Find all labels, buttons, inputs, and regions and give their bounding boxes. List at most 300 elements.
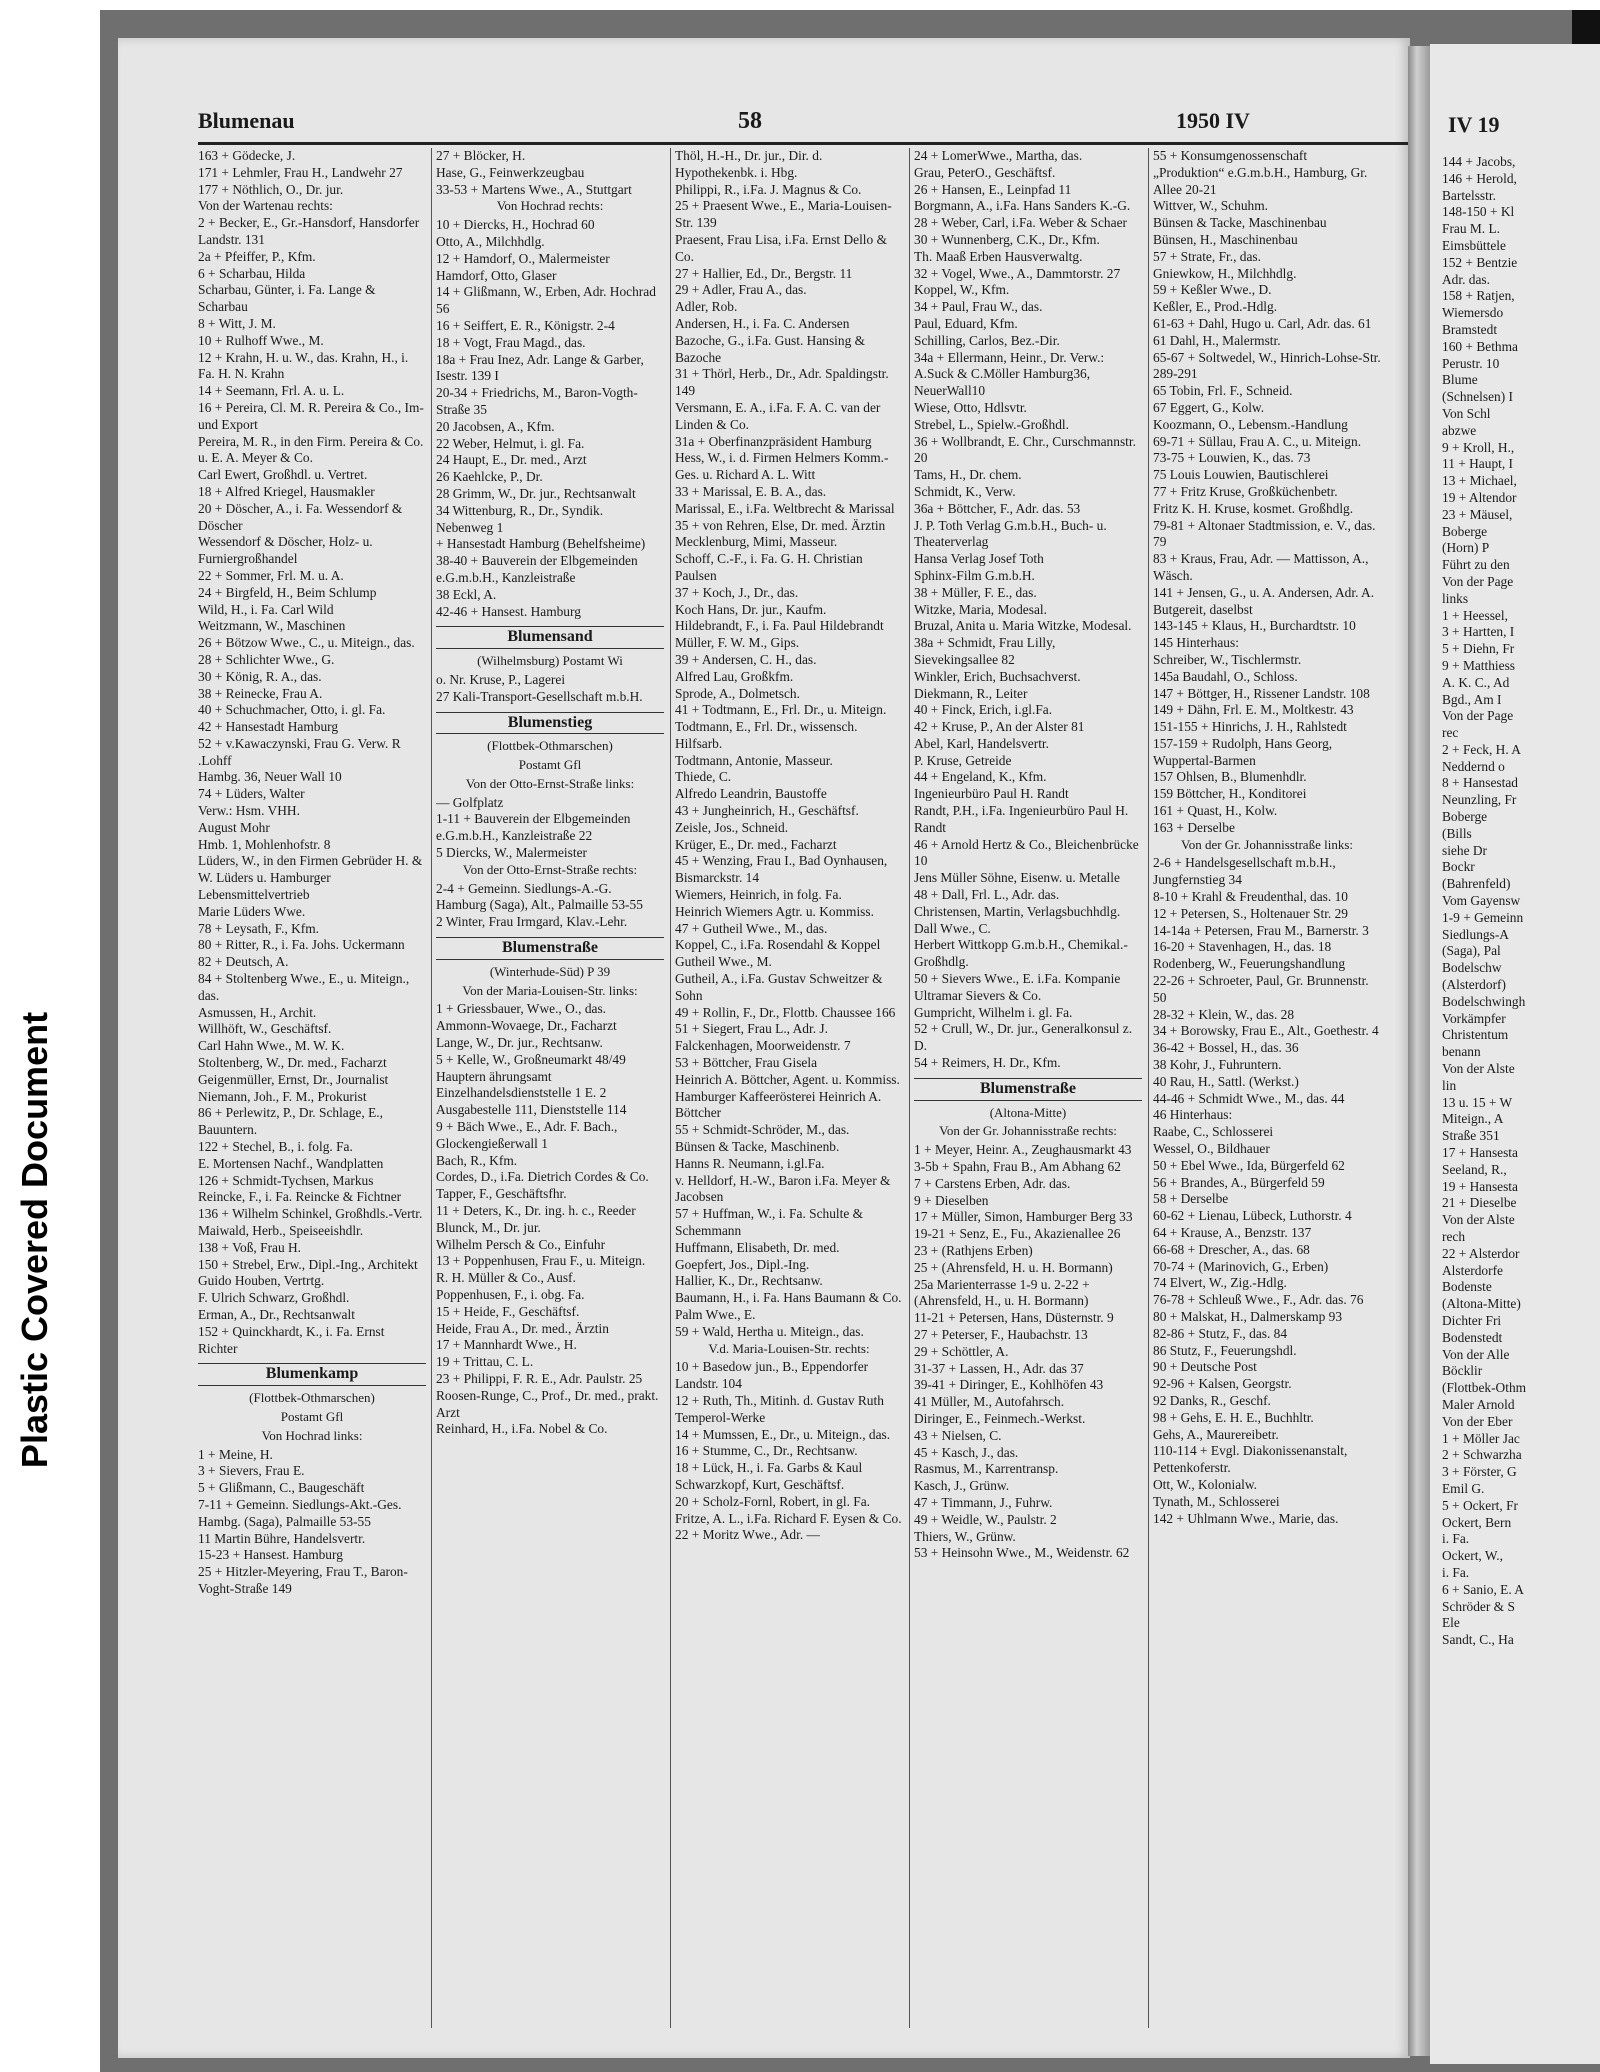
right-page-line: Bodelschwingh: [1442, 993, 1526, 1009]
directory-entry: Raabe, C., Schlosserei: [1153, 1124, 1274, 1140]
directory-entry: 8 + Witt, J. M.: [198, 315, 276, 331]
right-page-line: lin: [1442, 1077, 1457, 1093]
directory-entry: 2-4 + Gemeinn. Siedlungs-A.-G. Hamburg (Saga), Alt., Palmaille 53-55: [436, 880, 643, 913]
directory-entry: 45 + Wenzing, Frau I., Bad Oynhausen, Bismarckstr. 14: [675, 853, 888, 886]
directory-entry: 36-42 + Bossel, H., das. 36: [1153, 1040, 1299, 1056]
directory-entry: 22 + Moritz Wwe., Adr. —: [675, 1527, 820, 1543]
directory-entry: Nebenweg 1: [436, 519, 504, 535]
directory-entry: 110-114 + Evgl. Diakonissenanstalt, Pettenkoferstr.: [1153, 1443, 1348, 1476]
directory-entry: Verw.: Hsm. VHH.: [198, 803, 300, 819]
directory-entry: 147 + Böttger, H., Rissener Landstr. 108: [1153, 685, 1370, 701]
directory-entry: 145a Baudahl, O., Schloss.: [1153, 668, 1298, 684]
directory-entry: 35 + von Rehren, Else, Dr. med. Ärztin: [675, 517, 886, 533]
directory-entry: 34 + Paul, Frau W., das.: [914, 299, 1043, 315]
right-page-line: Von der Page: [1442, 708, 1514, 724]
directory-entry: Blunck, M., Dr. jur.: [436, 1219, 541, 1235]
directory-entry: Tapper, F., Geschäftsfhr.: [436, 1186, 567, 1202]
directory-entry: Randt, P.H., i.Fa. Ingenieurbüro Paul H. Randt: [914, 803, 1129, 835]
directory-entry: 50 + Sievers Wwe., E. i.Fa. Kompanie Ultramar Sievers & Co.: [914, 971, 1121, 1003]
right-page-line: (Bahrenfeld): [1442, 876, 1511, 892]
directory-entry: Diringer, E., Feinmech.-Werkst.: [914, 1410, 1086, 1426]
directory-entry: 17 + Müller, Simon, Hamburger Berg 33: [914, 1209, 1133, 1225]
directory-entry: o. Nr. Kruse, P., Lagerei: [436, 671, 566, 687]
directory-entry: Ammonn-Wovaege, Dr., Facharzt: [436, 1018, 617, 1034]
directory-entry: Koch Hans, Dr. jur., Kaufm.: [675, 601, 827, 617]
directory-entry: Krüger, E., Dr. med., Facharzt: [675, 836, 837, 852]
directory-entry: 13 + Poppenhusen, Frau F., u. Miteign.: [436, 1253, 646, 1269]
directory-entry: 150 + Strebel, Erw., Dipl.-Ing., Architekt: [198, 1256, 418, 1272]
directory-entry: 7 + Carstens Erben, Adr. das.: [914, 1175, 1071, 1191]
directory-entry: 33-53 + Martens Wwe., A., Stuttgart: [436, 181, 632, 197]
directory-entry: 18a + Frau Inez, Adr. Lange & Garber, Isestr. 139 I: [436, 351, 644, 384]
directory-entry: Bazoche, G., i.Fa. Gust. Hansing & Bazoche: [675, 332, 866, 365]
right-page-line: 23 + Mäusel,: [1442, 506, 1513, 522]
directory-entry: Hess, W., i. d. Firmen Helmers Komm.-Ges. u. Richard A. L. Witt: [675, 450, 889, 483]
directory-entry: Hauptern ährungsamt Einzelhandelsdienststelle 1 E. 2: [436, 1068, 607, 1101]
directory-entry: 16-20 + Stavenhagen, H., das. 18: [1153, 939, 1332, 955]
right-page-line: Neddernd o: [1442, 758, 1505, 774]
directory-entry: August Mohr: [198, 819, 270, 835]
directory-entry: 151-155 + Hinrichs, J. H., Rahlstedt: [1153, 719, 1347, 735]
directory-entry: 29 + Adler, Frau A., das.: [675, 282, 807, 298]
directory-entry: Erman, A., Dr., Rechtsanwalt: [198, 1306, 355, 1322]
directory-entry: 74 Elvert, W., Zig.-Hdlg.: [1153, 1275, 1287, 1291]
directory-entry: Hamburger Kaffeerösterei Heinrich A. Böttcher: [675, 1088, 882, 1121]
right-page-line: 5 + Diehn, Fr: [1442, 641, 1515, 657]
right-page-line: Straße 351: [1442, 1128, 1500, 1144]
right-page-line: A. K. C., Ad: [1442, 674, 1510, 690]
right-page-line: Von der Alle: [1442, 1346, 1510, 1362]
directory-entry: 38 + Reinecke, Frau A.: [198, 685, 323, 701]
column-divider: [1148, 148, 1149, 2028]
directory-entry: Hallier, K., Dr., Rechtsanw.: [675, 1273, 823, 1289]
directory-entry: Roosen-Runge, C., Prof., Dr. med., prakt. Arzt: [436, 1387, 659, 1420]
directory-entry: 47 + Timmann, J., Fuhrw.: [914, 1494, 1053, 1510]
directory-entry: Pereira, M. R., in den Firm. Pereira & Co. u. E. A. Meyer & Co.: [198, 433, 424, 466]
directory-entry: 43 + Jungheinrich, H., Geschäftsf.: [675, 803, 859, 819]
directory-entry: 53 + Böttcher, Frau Gisela: [675, 1055, 818, 1071]
directory-entry: 171 + Lehmler, Frau H., Landwehr 27: [198, 164, 403, 180]
directory-entry: 92 Danks, R., Geschf.: [1153, 1392, 1271, 1408]
right-page-line: 144 + Jacobs,: [1442, 154, 1516, 169]
right-page-line: Miteign., A: [1442, 1111, 1504, 1127]
directory-entry: 161 + Quast, H., Kolw.: [1153, 803, 1278, 819]
directory-entry: 57 + Huffman, W., i. Fa. Schulte & Schemmann: [675, 1206, 864, 1238]
directory-entry: 16 + Seiffert, E. R., Königstr. 2-4: [436, 317, 615, 333]
directory-entry: 163 + Gödecke, J.: [198, 148, 296, 163]
directory-column-4: [914, 148, 1142, 2028]
directory-entry: 58 + Derselbe: [1153, 1191, 1229, 1207]
directory-entry: Gniewkow, H., Milchhdlg.: [1153, 265, 1297, 281]
directory-entry: 27 Kali-Transport-Gesellschaft m.b.H.: [436, 688, 643, 704]
directory-entry: 27 + Hallier, Ed., Dr., Bergstr. 11: [675, 265, 853, 281]
directory-entry: Maiwald, Herb., Speiseeishdlr.: [198, 1223, 364, 1238]
right-page-line: 1-9 + Gemeinn: [1442, 909, 1524, 925]
right-page-line: (Alsterdorf): [1442, 977, 1506, 993]
directory-entry: 42-46 + Hansest. Hamburg: [436, 603, 581, 619]
directory-entry: 24 + Birgfeld, H., Beim Schlump: [198, 584, 377, 600]
directory-entry: Marie Lüders Wwe.: [198, 903, 306, 919]
street-heading: Blumenstieg: [436, 712, 664, 735]
right-page-line: Boberge: [1442, 523, 1488, 539]
directory-entry: Gutheil, A., i.Fa. Gustav Schweitzer & Sohn: [675, 971, 883, 1003]
directory-entry: 49 + Rollin, F., Dr., Flottb. Chaussee 166: [675, 1004, 896, 1020]
right-page-line: abzwe: [1442, 422, 1477, 438]
directory-entry: 1 + Meine, H.: [198, 1446, 273, 1462]
directory-entry: 1-11 + Bauverein der Elbgemeinden e.G.m.b.H., Kanzleistraße 22: [436, 811, 631, 844]
right-page-line: (Altona-Mitte): [1442, 1296, 1521, 1312]
directory-entry: Rodenberg, W., Feuerungshandlung: [1153, 956, 1346, 972]
right-page-line: siehe Dr: [1442, 842, 1487, 858]
directory-entry: 28-32 + Klein, W., das. 28: [1153, 1006, 1295, 1022]
right-page-line: Alsterdorfe: [1442, 1262, 1503, 1278]
directory-entry: 38 Kohr, J., Fuhruntern.: [1153, 1057, 1282, 1073]
directory-entry: 31a + Oberfinanzpräsident Hamburg: [675, 433, 872, 449]
directory-entry: Herbert Wittkopp G.m.b.H., Chemikal.-Großhdlg.: [914, 937, 1128, 970]
directory-entry: Hildebrandt, F., i. Fa. Paul Hildebrandt: [675, 618, 884, 634]
directory-entry: Koppel, C., i.Fa. Rosendahl & Koppel: [675, 937, 881, 953]
directory-entry: 15 + Heide, F., Geschäftsf.: [436, 1303, 580, 1319]
directory-entry: 51 + Siegert, Frau L., Adr. J. Falckenhagen, Moorweidenstr. 7: [675, 1021, 851, 1054]
directory-entry: 34 Wittenburg, R., Dr., Syndik.: [436, 502, 604, 518]
right-page-line: 9 + Matthiess: [1442, 657, 1516, 673]
directory-entry: Alfredo Leandrin, Baustoffe: [675, 786, 827, 802]
directory-entry: 12 + Hamdorf, O., Malermeister: [436, 250, 610, 266]
directory-entry: Schilling, Carlos, Bez.-Dir.: [914, 332, 1060, 348]
right-page-line: 2 + Feck, H. A: [1442, 741, 1521, 757]
directory-entry: 14 + Glißmann, W., Erben, Adr. Hochrad 56: [436, 284, 656, 317]
right-page-line: i. Fa.: [1442, 1564, 1470, 1580]
directory-entry: 34 + Borowsky, Frau E., Alt., Goethestr. 4: [1153, 1023, 1379, 1039]
directory-entry: 25 + (Ahrensfeld, H. u. H. Bormann): [914, 1259, 1113, 1275]
directory-entry: 36 + Wollbrandt, E. Chr., Curschmannstr. 20: [914, 433, 1136, 466]
directory-entry: 44-46 + Schmidt Wwe., M., das. 44: [1153, 1090, 1345, 1106]
directory-entry: 28 + Weber, Carl, i.Fa. Weber & Schaer: [914, 215, 1127, 231]
directory-entry: Ott, W., Kolonialw.: [1153, 1476, 1258, 1492]
directory-entry: 18 + Vogt, Frau Magd., das.: [436, 334, 586, 350]
directory-entry: 44 + Engeland, K., Kfm.: [914, 769, 1047, 785]
directory-entry: 12 + Krahn, H. u. W., das. Krahn, H., i. Fa. H. N. Krahn: [198, 349, 409, 382]
left-page: [118, 38, 1410, 2058]
directory-entry: Müller, F. W. M., Gips.: [675, 635, 800, 651]
directory-entry: 22 Weber, Helmut, i. gl. Fa.: [436, 435, 585, 451]
right-page-line: Bramstedt: [1442, 321, 1498, 337]
right-page-line: 5 + Ockert, Fr: [1442, 1497, 1518, 1513]
directory-entry: 10 + Diercks, H., Hochrad 60: [436, 217, 595, 233]
directory-entry: Scharbau, Günter, i. Fa. Lange & Scharbau: [198, 282, 376, 315]
directory-entry: J. P. Toth Verlag G.m.b.H., Buch- u. Theaterverlag: [914, 517, 1107, 550]
directory-entry: 11-21 + Petersen, Hans, Düsternstr. 9: [914, 1310, 1114, 1326]
directory-entry: 52 + Crull, W., Dr. jur., Generalkonsul z. D.: [914, 1021, 1133, 1054]
directory-entry: 16 + Stumme, C., Dr., Rechtsanw.: [675, 1443, 858, 1459]
directory-entry: 34a + Ellermann, Heinr., Dr. Verw.: A.Suck & C.Möller Hamburg36, NeuerWall10: [914, 349, 1105, 399]
directory-entry: 20 + Scholz-Fornl, Robert, in gl. Fa.: [675, 1493, 871, 1509]
right-page-line: Vorkämpfer: [1442, 1010, 1506, 1026]
directory-entry: Koozmann, O., Lebensm.-Handlung: [1153, 416, 1348, 432]
directory-entry: 8-10 + Krahl & Freudenthal, das. 10: [1153, 889, 1348, 905]
directory-entry: Poppenhusen, F., i. obg. Fa.: [436, 1287, 585, 1302]
directory-entry: F. Ulrich Schwarz, Großhdl.: [198, 1290, 350, 1306]
right-page-line: Bartelsstr.: [1442, 187, 1496, 203]
directory-entry: Praesent, Frau Lisa, i.Fa. Ernst Dello & Co.: [675, 231, 887, 264]
directory-entry: E. Mortensen Nachf., Wandplatten: [198, 1155, 384, 1171]
directory-entry: 26 + Hansen, E., Leinpfad 11: [914, 181, 1072, 197]
right-page-line: 19 + Hansesta: [1442, 1178, 1518, 1194]
directory-entry: 9 + Bäch Wwe., E., Adr. F. Bach., Glockengießerwall 1: [436, 1119, 618, 1151]
street-subheading: Postamt Gfl: [518, 757, 582, 773]
right-page-line: 148-150 + Kl: [1442, 204, 1515, 220]
directory-entry: 22 + Sommer, Frl. M. u. A.: [198, 567, 344, 583]
directory-entry: 3 + Sievers, Frau E.: [198, 1463, 305, 1479]
directory-entry: 82 + Deutsch, A.: [198, 954, 289, 970]
directory-entry: Sphinx-Film G.m.b.H.: [914, 567, 1035, 583]
directory-entry: Todtmann, E., Frl. Dr., wissensch. Hilfsarb.: [675, 719, 858, 751]
directory-entry: Schwarzkopf, Kurt, Geschäftsf.: [675, 1476, 845, 1492]
directory-column-1: [198, 148, 426, 2028]
directory-entry: 80 + Ritter, R., i. Fa. Johs. Uckermann: [198, 937, 405, 953]
directory-entry: 9 + Dieselben: [914, 1192, 989, 1208]
directory-entry: + Hansestadt Hamburg (Behelfsheime): [436, 536, 646, 552]
directory-entry: Ingenieurbüro Paul H. Randt: [914, 786, 1069, 802]
page-number: 58: [738, 108, 762, 134]
directory-entry: 60-62 + Lienau, Lübeck, Luthorstr. 4: [1153, 1208, 1352, 1224]
right-page: [1430, 44, 1600, 2064]
right-page-line: Von Schl: [1442, 405, 1491, 421]
right-page-line: 158 + Ratjen,: [1442, 288, 1515, 304]
directory-entry: 48 + Dall, Frl. L., Adr. das.: [914, 887, 1060, 903]
directory-entry: 157 Ohlsen, B., Blumenhdlr.: [1153, 769, 1307, 785]
directory-entry: 10 + Rulhoff Wwe., M.: [198, 332, 324, 348]
right-page-line: (Horn) P: [1442, 540, 1490, 556]
directory-entry: Hamdorf, Otto, Glaser: [436, 267, 557, 283]
directory-entry: 90 + Deutsche Post: [1153, 1359, 1257, 1375]
directory-entry: Wiemers, Heinrich, in folg. Fa.: [675, 887, 842, 903]
directory-entry: 57 + Strate, Fr., das.: [1153, 248, 1261, 264]
directory-entry: Weitzmann, W., Maschinen: [198, 618, 346, 634]
right-page-line: benann: [1442, 1044, 1481, 1060]
directory-entry: 40 + Schuchmacher, Otto, i. gl. Fa.: [198, 702, 386, 718]
right-page-line: (Flottbek-Othm: [1442, 1380, 1527, 1396]
right-page-line: Ockert, Bern: [1442, 1514, 1512, 1530]
directory-entry: Thiede, C.: [675, 769, 732, 785]
directory-entry: 5 + Glißmann, C., Baugeschäft: [198, 1480, 365, 1496]
directory-entry: Guido Houben, Vertrtg.: [198, 1273, 325, 1289]
directory-entry: 11 + Deters, K., Dr. ing. h. c., Reeder: [436, 1203, 636, 1219]
directory-entry: 2-6 + Handelsgesellschaft m.b.H., Jungfernstieg 34: [1153, 855, 1336, 888]
directory-entry: Hase, G., Feinwerkzeugbau: [436, 164, 585, 180]
right-page-line: Bgd., Am I: [1442, 691, 1502, 707]
right-page-line: Von der Alste: [1442, 1061, 1515, 1077]
right-page-line: 13 u. 15 + W: [1442, 1094, 1513, 1110]
right-page-line: (Bills: [1442, 825, 1472, 841]
right-page-line: Bockr: [1442, 859, 1475, 875]
directory-entry: Dall Wwe., C.: [914, 920, 991, 936]
directory-entry: 38 + Müller, F. E., das.: [914, 584, 1037, 600]
right-page-line: Führt zu den: [1442, 557, 1510, 573]
directory-entry: 73-75 + Louwien, K., das. 73: [1153, 450, 1311, 466]
directory-entry: 41 Müller, M., Autofahrsch.: [914, 1394, 1065, 1410]
street-subheading: Von der Otto-Ernst-Straße rechts:: [462, 861, 638, 877]
directory-entry: 28 Grimm, W., Dr. jur., Rechtsanwalt: [436, 485, 636, 501]
directory-entry: 38 Eckl, A.: [436, 586, 497, 602]
right-page-line: i. Fa.: [1442, 1531, 1470, 1547]
directory-entry: 126 + Schmidt-Tychsen, Markus: [198, 1172, 374, 1188]
directory-entry: 11 Martin Bühre, Handelsvertr.: [198, 1530, 366, 1546]
right-page-line: Maler Arnold: [1442, 1396, 1515, 1412]
directory-entry: Bach, R., Kfm.: [436, 1152, 518, 1168]
right-page-line: (Schnelsen) I: [1442, 389, 1514, 405]
directory-entry: 32 + Vogel, Wwe., A., Dammtorstr. 27: [914, 265, 1121, 281]
right-page-line: rec: [1442, 725, 1459, 741]
directory-entry: 2 + Becker, E., Gr.-Hansdorf, Hansdorfer Landstr. 131: [198, 215, 420, 247]
directory-entry: Sprode, A., Dolmetsch.: [675, 685, 800, 701]
directory-column-2: [436, 148, 664, 2028]
directory-entry: Winkler, Erich, Buchsachverst.: [914, 668, 1081, 684]
directory-entry: 53 + Heinsohn Wwe., M., Weidenstr. 62: [914, 1545, 1130, 1561]
directory-entry: Jens Müller Söhne, Eisenw. u. Metalle: [914, 870, 1120, 886]
directory-entry: v. Helldorf, H.-W., Baron i.Fa. Meyer & Jacobsen: [675, 1172, 891, 1205]
directory-entry: — Golfplatz: [436, 794, 504, 810]
directory-entry: 69-71 + Süllau, Frau A. C., u. Miteign.: [1153, 433, 1362, 449]
directory-entry: 38-40 + Bauverein der Elbgemeinden e.G.m.b.H., Kanzleistraße: [436, 553, 638, 585]
directory-entry: Carl Hahn Wwe., M. W. K.: [198, 1038, 345, 1054]
directory-entry: Rasmus, M., Karrentransp.: [914, 1461, 1059, 1477]
right-page-line: Seeland, R.,: [1442, 1161, 1507, 1177]
right-page-line: Emil G.: [1442, 1480, 1485, 1496]
street-subheading: (Flottbek-Othmarschen): [487, 738, 613, 754]
street-subheading: (Wilhelmsburg) Postamt Wi: [477, 653, 623, 669]
directory-entry: 20 Jacobsen, A., Kfm.: [436, 418, 555, 434]
directory-entry: Gehs, A., Maurereibetr.: [1153, 1426, 1279, 1442]
directory-column-5: [1153, 148, 1381, 2028]
right-page-line: Böcklir: [1442, 1363, 1483, 1379]
directory-entry: 14 + Seemann, Frl. A. u. L.: [198, 383, 345, 399]
directory-entry: Alfred Lau, Großkfm.: [675, 668, 794, 684]
directory-entry: 42 + Hansestadt Hamburg: [198, 719, 339, 735]
street-subheading: Von der Otto-Ernst-Straße links:: [465, 775, 635, 791]
right-page-line: Von der Alste: [1442, 1212, 1515, 1228]
directory-entry: Lüders, W., in den Firmen Gebrüder H. & W. Lüders u. Hamburger Lebensmittelvertrieb: [198, 853, 423, 903]
right-page-line: 9 + Kroll, H.,: [1442, 439, 1515, 455]
directory-entry: Schoff, C.-F., i. Fa. G. H. Christian Paulsen: [675, 551, 863, 583]
right-page-header: IV 19: [1448, 112, 1500, 137]
directory-entry: Tams, H., Dr. chem.: [914, 467, 1022, 483]
directory-entry: 74 + Lüders, Walter: [198, 786, 305, 802]
directory-entry: Wild, H., i. Fa. Carl Wild: [198, 601, 334, 617]
directory-entry: 59 + Wald, Hertha u. Miteign., das.: [675, 1323, 864, 1339]
directory-entry: 47 + Gutheil Wwe., M., das.: [675, 920, 828, 936]
directory-entry: 37 + Koch, J., Dr., das.: [675, 584, 799, 600]
right-page-line: Siedlungs-A: [1442, 926, 1509, 942]
directory-entry: 25a Marienterrasse 1-9 u. 2-22 + (Ahrensfeld, H., u. H. Bormann): [914, 1276, 1090, 1309]
directory-entry: 83 + Kraus, Frau, Adr. — Mattisson, A., Wäsch.: [1153, 551, 1369, 583]
directory-entry: 61-63 + Dahl, Hugo u. Carl, Adr. das. 61: [1153, 315, 1372, 331]
directory-entry: Lange, W., Dr. jur., Rechtsanw.: [436, 1035, 603, 1051]
right-page-column: [1442, 154, 1600, 2034]
directory-entry: 76-78 + Schleuß Wwe., F., Adr. das. 76: [1153, 1292, 1364, 1308]
right-page-line: Ockert, W.,: [1442, 1548, 1503, 1564]
directory-entry: Gumpricht, Wilhelm i. gl. Fa.: [914, 1004, 1073, 1020]
directory-entry: Fritz K. H. Kruse, kosmet. Großhdlg.: [1153, 500, 1354, 516]
directory-entry: Strebel, L., Spielw.-Großhdl.: [914, 416, 1069, 432]
directory-entry: Borgmann, A., i.Fa. Hans Sanders K.-G.: [914, 198, 1131, 214]
directory-entry: 70-74 + (Marinovich, G., Erben): [1153, 1258, 1329, 1274]
column-divider: [431, 148, 432, 2028]
side-label-text: Plastic Covered Document: [14, 1011, 55, 1469]
directory-entry: 40 Rau, H., Sattl. (Werkst.): [1153, 1073, 1299, 1089]
directory-entry: Andersen, H., i. Fa. C. Andersen: [675, 315, 850, 331]
right-page-line: Boberge: [1442, 809, 1488, 825]
directory-entry: 2a + Pfeiffer, P., Kfm.: [198, 248, 316, 264]
page-header-left: Blumenau: [198, 108, 295, 133]
street-subheading: (Flottbek-Othmarschen): [249, 1390, 375, 1406]
directory-entry: 5 + Kelle, W., Großneumarkt 48/49: [436, 1051, 626, 1067]
directory-entry: Huffmann, Elisabeth, Dr. med.: [675, 1239, 840, 1255]
street-subheading: (Altona-Mitte): [989, 1104, 1067, 1120]
right-page-line: 8 + Hansestad: [1442, 775, 1518, 791]
directory-entry: 3-5b + Spahn, Frau B., Am Abhang 62: [914, 1159, 1121, 1175]
directory-entry: 86 + Perlewitz, P., Dr. Schlage, E., Bauuntern.: [198, 1105, 383, 1138]
directory-entry: Grau, PeterO., Geschäftsf.: [914, 164, 1056, 180]
directory-entry: 23 + (Rathjens Erben): [914, 1243, 1033, 1258]
header-rule: [198, 142, 1413, 145]
directory-entry: 12 + Petersen, S., Holtenauer Str. 29: [1153, 905, 1348, 921]
directory-entry: Goepfert, Jos., Dipl.-Ing.: [675, 1256, 810, 1272]
book-gutter: [1408, 46, 1430, 2056]
right-page-line: 11 + Haupt, I: [1442, 456, 1514, 472]
directory-entry: 20-34 + Friedrichs, M., Baron-Vogth-Straße 35: [436, 385, 638, 417]
directory-entry: 39 + Andersen, C. H., das.: [675, 651, 817, 667]
directory-entry: 24 + LomerWwe., Martha, das.: [914, 148, 1083, 163]
directory-entry: 98 + Gehs, E. H. E., Buchhltr.: [1153, 1409, 1314, 1425]
directory-entry: Paul, Eduard, Kfm.: [914, 315, 1018, 331]
street-subheading: Von Hochrad links:: [261, 1427, 363, 1443]
directory-entry: 28 + Schlichter Wwe., G.: [198, 651, 335, 667]
directory-entry: 10 + Basedow jun., B., Eppendorfer Landstr. 104: [675, 1359, 869, 1392]
directory-entry: 1 + Griessbauer, Wwe., O., das.: [436, 1001, 607, 1017]
right-page-line: 21 + Dieselbe: [1442, 1195, 1517, 1211]
right-page-line: 160 + Bethma: [1442, 338, 1518, 354]
directory-entry: 18 + Lück, H., i. Fa. Garbs & Kaul: [675, 1460, 863, 1476]
directory-entry: 36a + Böttcher, F., Adr. das. 53: [914, 500, 1081, 516]
directory-entry: Diekmann, R., Leiter: [914, 685, 1028, 701]
street-heading: Blumensand: [436, 626, 664, 649]
street-subheading: Von der Gr. Johannisstraße links:: [1181, 836, 1353, 852]
directory-entry: 61 Dahl, H., Malermstr.: [1153, 332, 1281, 348]
directory-entry: Versmann, E. A., i.Fa. F. A. C. van der Linden & Co.: [675, 399, 881, 432]
directory-entry: Geigenmüller, Ernst, Dr., Journalist: [198, 1071, 389, 1087]
column-divider: [909, 148, 910, 2028]
directory-entry: 66-68 + Drescher, A., das. 68: [1153, 1241, 1310, 1257]
directory-entry: 49 + Weidle, W., Paulstr. 2: [914, 1511, 1057, 1527]
directory-entry: 65-67 + Soltwedel, W., Hinrich-Lohse-Str. 289-291: [1153, 349, 1381, 382]
directory-entry: 19-21 + Senz, E., Fu., Akazienallee 26: [914, 1226, 1121, 1242]
directory-entry: Koppel, W., Kfm.: [914, 282, 1010, 298]
directory-entry: 18 + Alfred Kriegel, Hausmakler: [198, 483, 375, 499]
directory-entry: 45 + Kasch, J., das.: [914, 1444, 1019, 1460]
right-page-line: links: [1442, 590, 1469, 606]
directory-entry: Wiese, Otto, Hdlsvtr.: [914, 399, 1027, 415]
directory-entry: 86 Stutz, F., Feuerungshdl.: [1153, 1342, 1297, 1358]
directory-entry: 29 + Schöttler, A.: [914, 1343, 1009, 1359]
directory-entry: P. Kruse, Getreide: [914, 752, 1012, 768]
directory-entry: 5 Diercks, W., Malermeister: [436, 845, 587, 861]
directory-entry: 152 + Quinckhardt, K., i. Fa. Ernst Richter: [198, 1323, 385, 1356]
right-page-line: 13 + Michael,: [1442, 473, 1517, 489]
right-page-line: Blume: [1442, 372, 1478, 388]
directory-entry: Philippi, R., i.Fa. J. Magnus & Co.: [675, 181, 862, 197]
directory-entry: Wittver, W., Schuhm.: [1153, 198, 1268, 214]
